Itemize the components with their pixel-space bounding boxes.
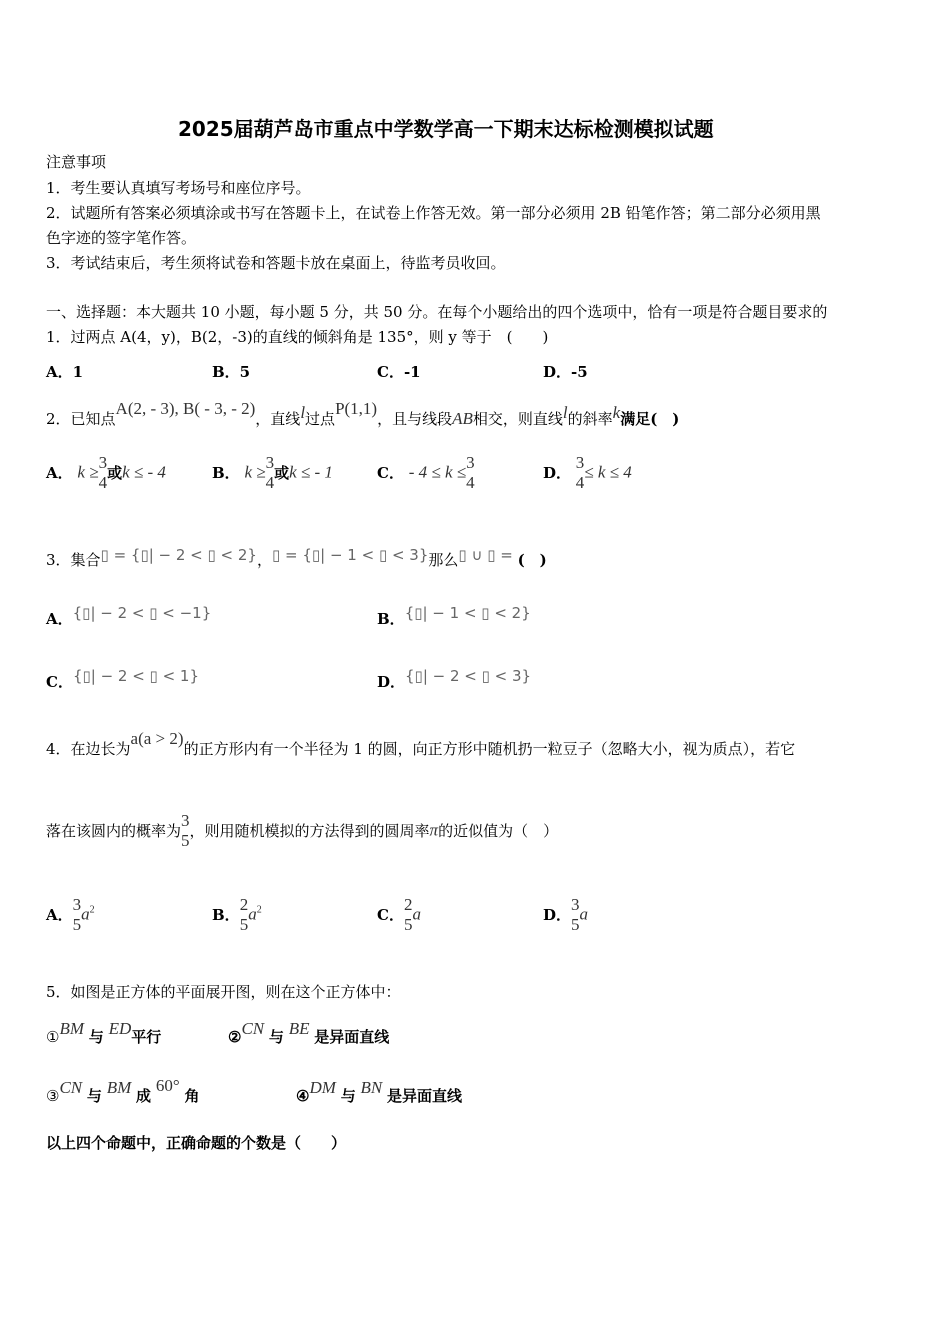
q2-c-label: C．	[377, 464, 404, 482]
q4-math-a: a(a > 2)	[130, 729, 184, 748]
q5-s1-line-b: ED	[108, 1019, 132, 1038]
q2-math-ab: AB	[452, 409, 473, 428]
q4-b-num: 2	[239, 895, 249, 914]
q1-option-a: A．1	[46, 363, 84, 381]
q3-d-set: {▯| − 2 < ▯ < 3}	[405, 667, 532, 685]
q2-b-pre: k ≥	[244, 462, 266, 482]
q5-statement-1	[46, 1019, 162, 1047]
q2-c-num: 3	[466, 453, 475, 472]
q3-c-label: C．	[46, 673, 73, 691]
notice-item-2a: 2．试题所有答案必须填涂或书写在答题卡上，在试卷上作答无效。第一部分必须用 2B 铅笔作答；第二部分必须用黑	[46, 204, 821, 222]
q2-d-label: D．	[543, 464, 572, 482]
q2-b-label: B．	[212, 464, 240, 482]
q4-option-b	[212, 896, 262, 933]
q4-option-d	[543, 896, 588, 933]
q5-statement-4	[296, 1078, 463, 1106]
page-title: 2025届葫芦岛市重点中学数学高一下期末达标检测模拟试题	[178, 117, 714, 141]
q2-text-1: 2．已知点	[46, 410, 116, 428]
q3-c-set: {▯| − 2 < ▯ < 1}	[72, 667, 200, 685]
q2-option-d	[543, 454, 632, 491]
q2-b-den: 4	[265, 473, 275, 492]
q3-text-2: ，	[256, 551, 272, 569]
q4-text-4: ，则用随机模拟的方法得到的圆周率	[189, 822, 430, 840]
q4-option-a	[46, 896, 95, 933]
q2-text-5: 相交，则直线	[472, 410, 563, 428]
q1-stem: 1．过两点 A(4，y)，B(2，-3)的直线的倾斜角是 135°，则 y 等于 ( )	[46, 328, 549, 346]
q4-a-var: a	[81, 904, 90, 924]
q4-probability-fraction	[181, 812, 190, 849]
q3-option-d	[377, 667, 532, 692]
q5-s4-word-2: 是异面直线	[387, 1087, 463, 1105]
q4-f-num: 3	[181, 811, 190, 830]
q4-text-2: 的正方形内有一个半径为 1 的圆，向正方形中随机扔一粒豆子（忽略大小，视为质点），若它	[183, 740, 796, 758]
q2-d-num: 3	[575, 453, 585, 472]
q4-option-c	[377, 896, 421, 933]
q2-option-a	[46, 454, 166, 491]
q5-s1-num: ①	[46, 1028, 60, 1046]
notice-item-3: 3．考试结束后，考生须将试卷和答题卡放在桌面上，待监考员收回。	[46, 254, 506, 272]
q4-a-label: A．	[46, 906, 73, 924]
q5-s4-word-1: 与	[340, 1087, 356, 1105]
q2-a-num: 3	[98, 453, 108, 472]
q2-stem	[46, 399, 680, 429]
q4-b-label: B．	[212, 906, 240, 924]
notice-item-1: 1．考生要认真填写考场号和座位序号。	[46, 179, 311, 197]
q3-set-b: ▯ = {▯| − 1 < ▯ < 3}	[271, 546, 429, 564]
q2-text-4: ，且与线段	[377, 410, 453, 428]
q5-stem: 5．如图是正方体的平面展开图，则在这个正方体中：	[46, 983, 401, 1001]
q4-math-pi: π	[429, 820, 439, 840]
q2-math-points: A(2, - 3), B( - 3, - 2)	[115, 399, 256, 418]
q4-d-fraction	[571, 896, 580, 933]
q3-d-label: D．	[377, 673, 406, 691]
q4-stem-line2	[46, 812, 558, 849]
q5-s2-line-a: CN	[241, 1019, 265, 1038]
q5-s1-word-2: 平行	[131, 1028, 162, 1046]
q3-set-a: ▯ = {▯| − 2 < ▯ < 2}	[100, 546, 257, 564]
q3-text-4: ( )	[517, 551, 547, 569]
q2-text-3: 过点	[305, 410, 336, 428]
q5-s4-line-a: DM	[309, 1078, 336, 1097]
q4-b-exp: 2	[256, 904, 262, 916]
q5-s1-line-a: BM	[59, 1019, 84, 1038]
q3-text-1: 3．集合	[46, 551, 101, 569]
q3-b-label: B．	[377, 610, 405, 628]
q4-stem-line1	[46, 729, 796, 759]
q2-d-den: 4	[575, 473, 585, 492]
q4-c-num: 2	[403, 895, 413, 914]
q2-a-or: 或	[107, 464, 123, 482]
q3-option-c	[46, 667, 200, 692]
q4-f-den: 5	[181, 831, 190, 850]
q5-s3-num: ③	[46, 1087, 60, 1105]
q3-a-label: A．	[46, 610, 73, 628]
q5-s3-word-2: 成	[136, 1087, 152, 1105]
q2-option-b	[212, 454, 333, 491]
q4-text-5: 的近似值为（ ）	[438, 822, 559, 840]
q4-c-label: C．	[377, 906, 404, 924]
q2-math-l2: l	[562, 403, 568, 422]
q1-option-c: C．-1	[377, 363, 421, 381]
q2-a-den: 4	[98, 473, 108, 492]
q5-s2-word-1: 与	[268, 1028, 284, 1046]
q5-s2-line-b: BE	[288, 1019, 310, 1038]
q2-b-post: k ≤ - 1	[289, 462, 333, 482]
q4-a-exp: 2	[89, 904, 95, 916]
q4-c-var: a	[412, 904, 421, 924]
q3-a-set: {▯| − 2 < ▯ < −1}	[72, 604, 212, 622]
q2-c-pre: - 4 ≤ k ≤	[408, 462, 467, 482]
section-heading: 一、选择题：本大题共 10 小题，每小题 5 分，共 50 分。在每个小题给出的四个选项中，恰有一项是符合题目要求的	[46, 303, 828, 321]
q5-s4-line-b: BN	[360, 1078, 383, 1097]
q2-math-l: l	[300, 403, 306, 422]
q2-a-fraction	[99, 454, 108, 491]
q5-statement-2	[228, 1019, 390, 1047]
q2-a-pre: k ≥	[77, 462, 99, 482]
q2-b-or: 或	[274, 464, 290, 482]
notice-heading: 注意事项	[46, 153, 107, 171]
q4-text-1: 4．在边长为	[46, 740, 131, 758]
q4-d-label: D．	[543, 906, 572, 924]
q2-c-den: 4	[466, 473, 475, 492]
q2-math-k: k	[612, 403, 621, 422]
q5-s3-line-b: BM	[106, 1078, 132, 1097]
q1-option-d: D．-5	[543, 363, 588, 381]
q4-d-num: 3	[571, 895, 580, 914]
q5-s3-word-1: 与	[86, 1087, 102, 1105]
q2-b-num: 3	[265, 453, 275, 472]
q5-statement-3	[46, 1076, 200, 1106]
q2-a-post: k ≤ - 4	[122, 462, 166, 482]
q3-option-a	[46, 604, 212, 629]
q3-b-set: {▯| − 1 < ▯ < 2}	[404, 604, 531, 622]
q2-text-6: 的斜率	[567, 410, 613, 428]
q4-b-fraction	[240, 896, 249, 933]
notice-item-2b: 色字迹的签字笔作答。	[46, 229, 197, 247]
q4-d-var: a	[579, 904, 589, 924]
q5-s2-word-2: 是异面直线	[314, 1028, 390, 1046]
q3-stem	[46, 546, 547, 570]
q3-option-b	[377, 604, 531, 629]
q3-text-3: 那么	[428, 551, 459, 569]
q2-text-7: 满足( )	[620, 410, 680, 428]
q4-a-num: 3	[72, 895, 82, 914]
q2-b-fraction	[266, 454, 275, 491]
q4-c-den: 5	[403, 915, 413, 934]
q1-option-b: B．5	[212, 363, 251, 381]
q2-option-c	[377, 454, 475, 491]
q2-math-p: P(1,1)	[335, 399, 378, 418]
q5-s3-line-a: CN	[59, 1078, 83, 1097]
q4-b-den: 5	[239, 915, 249, 934]
q4-a-den: 5	[72, 915, 82, 934]
q4-d-den: 5	[571, 915, 580, 934]
q5-s2-num: ②	[228, 1028, 242, 1046]
q4-a-fraction	[73, 896, 82, 933]
q5-s3-degree: 60°	[155, 1076, 180, 1095]
q2-d-post: ≤ k ≤ 4	[584, 462, 632, 482]
q5-s1-word-1: 与	[88, 1028, 104, 1046]
q5-s3-word-3: 角	[184, 1087, 200, 1105]
q2-c-fraction	[466, 454, 475, 491]
q2-a-label: A．	[46, 464, 73, 482]
q3-union: ▯ ∪ ▯ =	[458, 546, 513, 564]
q4-text-3: 落在该圆内的概率为	[46, 822, 182, 840]
q4-b-var: a	[248, 904, 257, 924]
q2-text-2: ，直线	[255, 410, 301, 428]
q5-s4-num: ④	[296, 1087, 310, 1105]
q5-question: 以上四个命题中，正确命题的个数是（ ）	[46, 1134, 347, 1152]
